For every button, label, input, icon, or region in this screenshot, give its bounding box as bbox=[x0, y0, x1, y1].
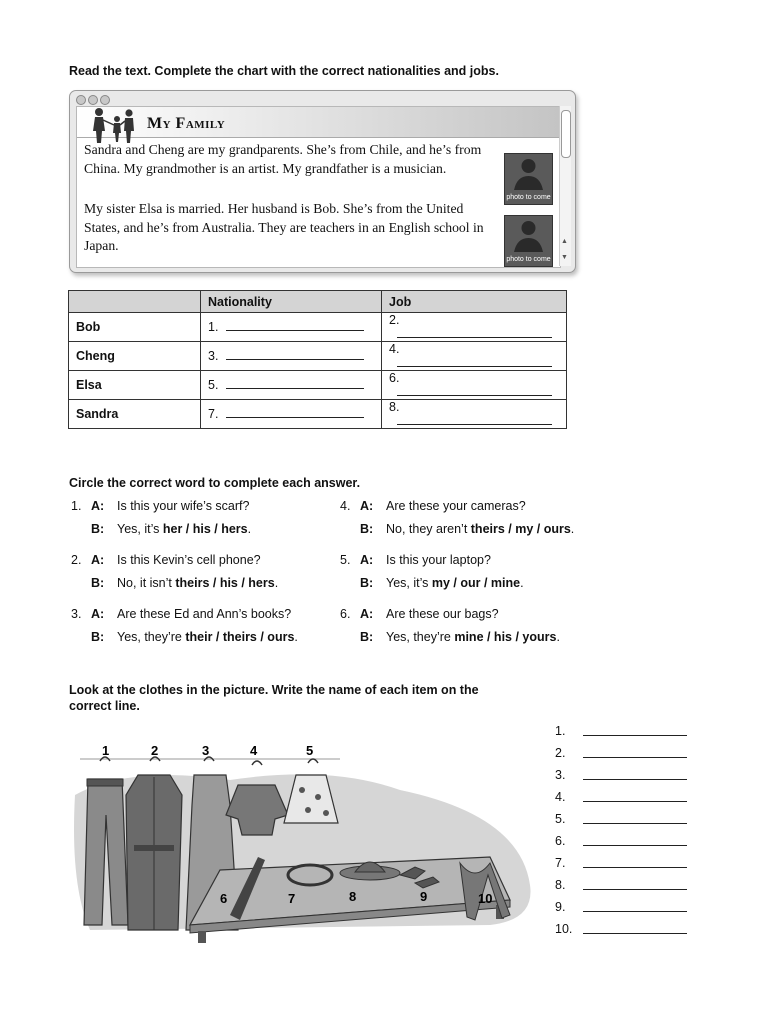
picture-number: 3 bbox=[202, 743, 210, 758]
row-name: Cheng bbox=[69, 342, 201, 371]
paragraph-sister: My sister Elsa is married. Her husband is Bob. She’s from the United States, and he’s from Australia. They are teachers in an English school in Japan. bbox=[84, 201, 484, 253]
answer-line-2[interactable]: 2. bbox=[555, 742, 690, 764]
answer-line-7[interactable]: 7. bbox=[555, 852, 690, 874]
nationality-answer-7[interactable]: 7. bbox=[201, 400, 382, 429]
person-silhouette-icon bbox=[505, 216, 552, 252]
answer-options-2[interactable]: theirs / his / hers bbox=[175, 576, 275, 590]
instruction-chart: Read the text. Complete the chart with the correct nationalities and jobs. bbox=[69, 64, 499, 78]
answer-options-6[interactable]: mine / his / yours bbox=[454, 630, 557, 644]
scrollbar[interactable] bbox=[559, 106, 571, 266]
question-6: 6. A: Are these our bags? B: Yes, they’re mine / his / yours. bbox=[340, 607, 560, 644]
paragraph-grandparents: Sandra and Cheng are my grandparents. She’s from Chile, and he’s from China. My grandmother is an artist. My grandfather is a musician. bbox=[84, 142, 482, 176]
nationality-answer-1[interactable]: 1. bbox=[201, 313, 382, 342]
window-close-icon bbox=[76, 95, 86, 105]
family-silhouette-icon bbox=[87, 106, 137, 144]
header-nationality: Nationality bbox=[201, 291, 382, 313]
job-answer-6[interactable]: 6. bbox=[382, 371, 567, 400]
photo-placeholder-2 bbox=[504, 215, 553, 267]
row-name: Sandra bbox=[69, 400, 201, 429]
instruction-circle: Circle the correct word to complete each answer. bbox=[69, 476, 361, 490]
scrollbar-thumb[interactable] bbox=[561, 110, 571, 158]
clothes-picture bbox=[70, 735, 540, 945]
job-answer-2[interactable]: 2. bbox=[382, 313, 567, 342]
table-row bbox=[69, 342, 567, 371]
table-row bbox=[69, 313, 567, 342]
question-2: 2. A: Is this Kevin’s cell phone? B: No, it isn’t theirs / his / hers. bbox=[71, 553, 279, 590]
picture-number: 1 bbox=[102, 743, 110, 758]
header-job: Job bbox=[382, 291, 567, 313]
table-row bbox=[69, 371, 567, 400]
instruction-clothes: Look at the clothes in the picture. Write the name of each item on the correct line. bbox=[69, 683, 479, 713]
window-minimize-icon bbox=[88, 95, 98, 105]
scroll-down-icon[interactable]: ▼ bbox=[561, 254, 568, 261]
answer-line-1[interactable]: 1. bbox=[555, 720, 690, 742]
answer-line-10[interactable]: 10. bbox=[555, 918, 690, 940]
picture-number: 7 bbox=[288, 891, 296, 906]
answer-lines bbox=[555, 720, 690, 940]
skirt-icon bbox=[284, 759, 338, 823]
answer-line-5[interactable]: 5. bbox=[555, 808, 690, 830]
picture-number: 8 bbox=[349, 889, 357, 904]
question-3: 3. A: Are these Ed and Ann’s books? B: Yes, they’re their / theirs / ours. bbox=[71, 607, 298, 644]
answer-line-4[interactable]: 4. bbox=[555, 786, 690, 808]
answer-options-3[interactable]: their / theirs / ours bbox=[185, 630, 295, 644]
picture-number: 9 bbox=[420, 889, 428, 904]
answer-options-4[interactable]: theirs / my / ours bbox=[470, 522, 571, 536]
answer-options-5[interactable]: my / our / mine bbox=[431, 576, 521, 590]
nationality-answer-5[interactable]: 5. bbox=[201, 371, 382, 400]
header-blank bbox=[69, 291, 201, 313]
nationality-job-chart bbox=[68, 290, 567, 429]
question-5: 5. A: Is this your laptop? B: Yes, it’s my / our / mine. bbox=[340, 553, 524, 590]
photo-placeholder-1 bbox=[504, 153, 553, 205]
window-title: My Family bbox=[147, 115, 226, 132]
row-name: Elsa bbox=[69, 371, 201, 400]
picture-number: 10 bbox=[478, 891, 493, 906]
photo-caption: photo to come bbox=[506, 194, 551, 201]
question-4: 4. A: Are these your cameras? B: No, they aren’t theirs / my / ours. bbox=[340, 499, 575, 536]
family-banner bbox=[77, 107, 560, 138]
coat-icon bbox=[126, 757, 182, 930]
job-answer-4[interactable]: 4. bbox=[382, 342, 567, 371]
picture-number: 6 bbox=[220, 891, 228, 906]
picture-number: 4 bbox=[250, 743, 258, 758]
window-maximize-icon bbox=[100, 95, 110, 105]
answer-line-9[interactable]: 9. bbox=[555, 896, 690, 918]
window-content bbox=[76, 106, 561, 268]
photo-caption: photo to come bbox=[506, 256, 551, 263]
table-row bbox=[69, 400, 567, 429]
answer-line-6[interactable]: 6. bbox=[555, 830, 690, 852]
picture-number: 5 bbox=[306, 743, 314, 758]
job-answer-8[interactable]: 8. bbox=[382, 400, 567, 429]
scroll-up-icon[interactable]: ▲ bbox=[561, 238, 568, 245]
answer-line-3[interactable]: 3. bbox=[555, 764, 690, 786]
answer-line-8[interactable]: 8. bbox=[555, 874, 690, 896]
person-silhouette-icon bbox=[505, 154, 552, 190]
browser-window bbox=[69, 90, 576, 273]
picture-number: 2 bbox=[151, 743, 159, 758]
answer-options-1[interactable]: her / his / hers bbox=[162, 522, 248, 536]
nationality-answer-3[interactable]: 3. bbox=[201, 342, 382, 371]
row-name: Bob bbox=[69, 313, 201, 342]
question-1: 1. A: Is this your wife’s scarf? B: Yes, it’s her / his / hers. bbox=[71, 499, 252, 536]
